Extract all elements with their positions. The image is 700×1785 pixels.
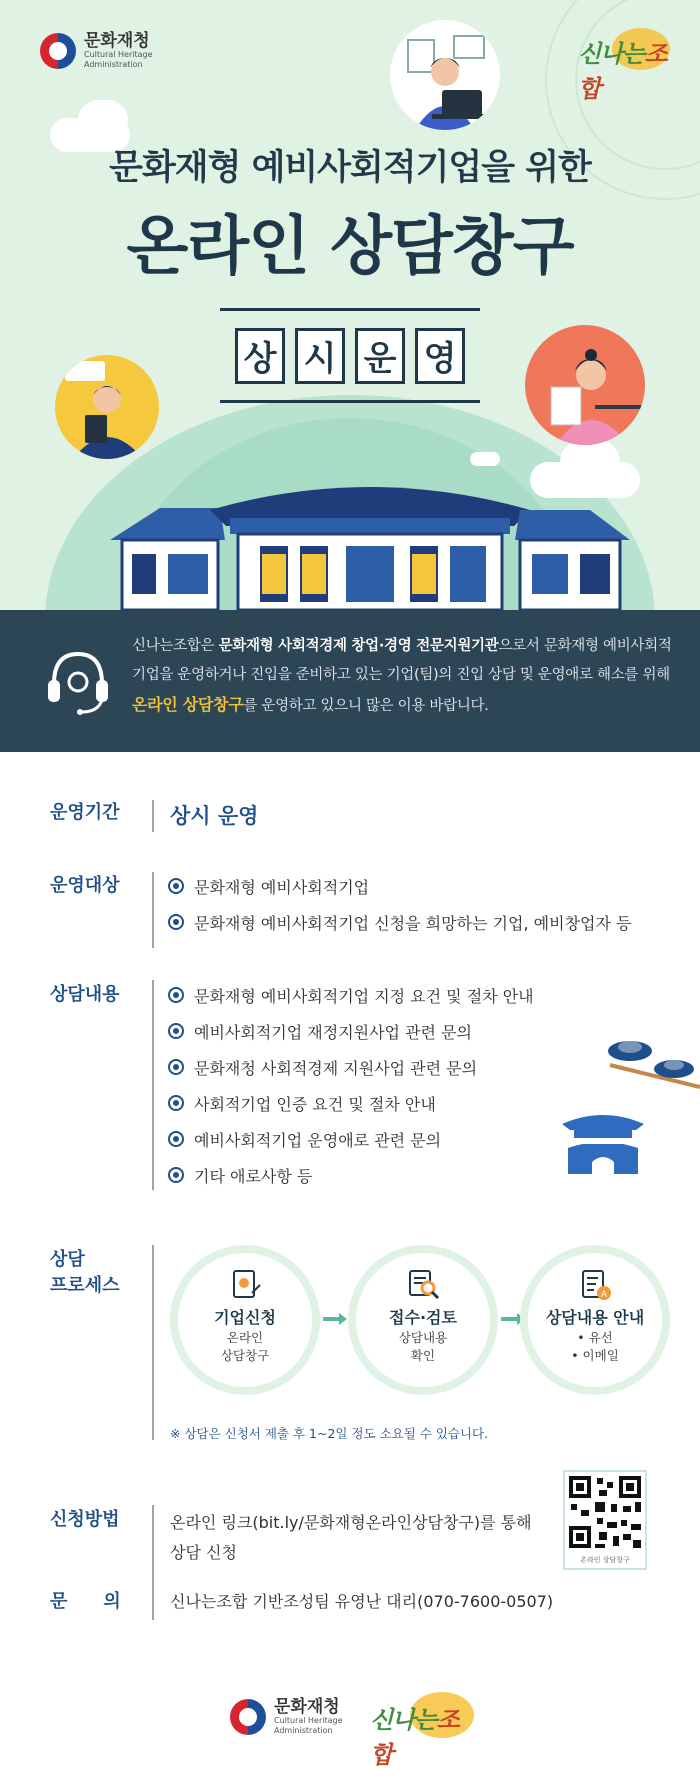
palace-illustration	[110, 470, 630, 610]
footer-logos	[230, 1690, 490, 1769]
cha-logo	[40, 32, 153, 70]
application-form-icon	[228, 1267, 262, 1301]
status-char: 운	[355, 328, 405, 384]
qr-caption: 온라인 상담창구	[580, 1556, 630, 1564]
process-step	[170, 1245, 320, 1395]
logo-org-eng: Administration	[274, 1726, 333, 1735]
process-step	[348, 1245, 498, 1395]
taeguk-emblem-icon	[230, 1699, 266, 1735]
cha-logo	[230, 1698, 343, 1736]
logo-org-eng: Cultural Heritage	[274, 1716, 343, 1725]
bullet-icon	[168, 1059, 184, 1075]
process-step-title: 상담내용 안내	[545, 1308, 645, 1327]
brand-logo-text: 신나는조합	[370, 1705, 459, 1769]
hero-title: 온라인 상담창구	[126, 210, 574, 284]
laptop-worker-illustration	[390, 20, 500, 130]
contact-label: 문 의	[50, 1591, 121, 1612]
divider-line	[152, 1245, 154, 1440]
process-flow	[170, 1245, 670, 1395]
brand-logo	[370, 1690, 480, 1769]
status-char: 영	[415, 328, 465, 384]
process-label: 프로세스	[50, 1275, 120, 1296]
process-step	[520, 1245, 670, 1395]
headset-icon	[38, 640, 118, 720]
pine-tree-icon	[600, 1025, 700, 1095]
process-step-sub: • 유선 • 이메일	[571, 1330, 619, 1363]
target-list	[168, 868, 631, 940]
intro-highlight: 온라인 상담창구	[132, 695, 244, 714]
bullet-icon	[168, 1167, 184, 1183]
list-item: 문화재청 사회적경제 지원사업 관련 문의	[168, 1049, 534, 1085]
qr-code[interactable]	[563, 1470, 647, 1570]
document-search-icon	[406, 1267, 440, 1301]
svg-text:A: A	[600, 1290, 608, 1300]
logo-org-kor: 문화재청	[84, 31, 150, 51]
list-item: 문화재형 예비사회적기업	[168, 868, 631, 904]
divider-line	[152, 1505, 154, 1620]
bullet-icon	[168, 1131, 184, 1147]
process-note: ※ 상담은 신청서 제출 후 1~2일 정도 소요될 수 있습니다.	[170, 1426, 489, 1441]
taeguk-emblem-icon	[40, 33, 76, 69]
logo-org-kor: 문화재청	[274, 1697, 340, 1717]
bullet-icon	[168, 914, 184, 930]
process-step-sub: 온라인 상담창구	[220, 1330, 270, 1363]
apply-label: 신청방법	[50, 1509, 120, 1530]
target-label: 운영대상	[50, 875, 120, 896]
gate-illustration	[558, 1102, 648, 1174]
list-item: 예비사회적기업 재정지원사업 관련 문의	[168, 1013, 534, 1049]
process-step-sub: 상담내용 확인	[398, 1330, 448, 1363]
intro-text: 신나는조합은 문화재형 사회적경제 창업·경영 전문지원기관으로서 문화재형 예비사회적기업을 운영하거나 진입을 준비하고 있는 기업(팀)의 진입 상담 및 운영애로 해소를 위해 온라인 상담창구를 운영하고 있으니 많은 이용 바랍니다.	[132, 638, 672, 714]
checklist-icon	[578, 1267, 612, 1301]
divider-line	[152, 800, 154, 832]
bullet-icon	[168, 1095, 184, 1111]
period-label: 운영기간	[50, 802, 120, 823]
content-list	[168, 977, 534, 1193]
status-badge	[220, 308, 480, 403]
divider-line	[152, 872, 154, 948]
status-char: 시	[295, 328, 345, 384]
qr-code-icon	[565, 1472, 645, 1552]
divider-line	[152, 980, 154, 1190]
intro-bold: 문화재형 사회적경제 창업·경영 전문지원기관	[218, 638, 499, 654]
process-step-title: 접수·검토	[389, 1308, 457, 1327]
apply-text: 온라인 링크(bit.ly/문화재형온라인상담창구)를 통해 상담 신청	[170, 1513, 532, 1562]
contact-value: 신나는조합 기반조성팀 유영난 대리(070-7600-0507)	[170, 1592, 554, 1611]
intro-band	[0, 610, 700, 752]
document-woman-illustration	[525, 325, 645, 445]
hero-subtitle: 문화재형 예비사회적기업을 위한	[109, 148, 591, 188]
bullet-icon	[168, 987, 184, 1003]
status-char: 상	[235, 328, 285, 384]
process-label: 상담	[50, 1249, 85, 1270]
bullet-icon	[168, 878, 184, 894]
period-value: 상시 운영	[170, 804, 259, 828]
list-item: 사회적기업 인증 요건 및 절차 안내	[168, 1085, 534, 1121]
list-item: 문화재형 예비사회적기업 지정 요건 및 절차 안내	[168, 977, 534, 1013]
arrow-right-icon	[321, 1311, 349, 1327]
cloud-icon	[470, 452, 500, 466]
content-label: 상담내용	[50, 984, 120, 1005]
hero-banner	[0, 0, 700, 610]
process-step-title: 기업신청	[214, 1308, 276, 1327]
list-item: 기타 애로사항 등	[168, 1157, 534, 1193]
logo-org-eng: Administration	[84, 60, 143, 69]
logo-org-eng: Cultural Heritage	[84, 50, 153, 59]
cloud-icon	[78, 100, 128, 140]
brand-logo-text: 신나는조합	[578, 39, 667, 103]
bullet-icon	[168, 1023, 184, 1039]
list-item: 문화재형 예비사회적기업 신청을 희망하는 기업, 예비창업자 등	[168, 904, 631, 940]
brand-logo	[578, 28, 678, 103]
list-item: 예비사회적기업 운영애로 관련 문의	[168, 1121, 534, 1157]
tablet-man-illustration	[55, 355, 159, 459]
